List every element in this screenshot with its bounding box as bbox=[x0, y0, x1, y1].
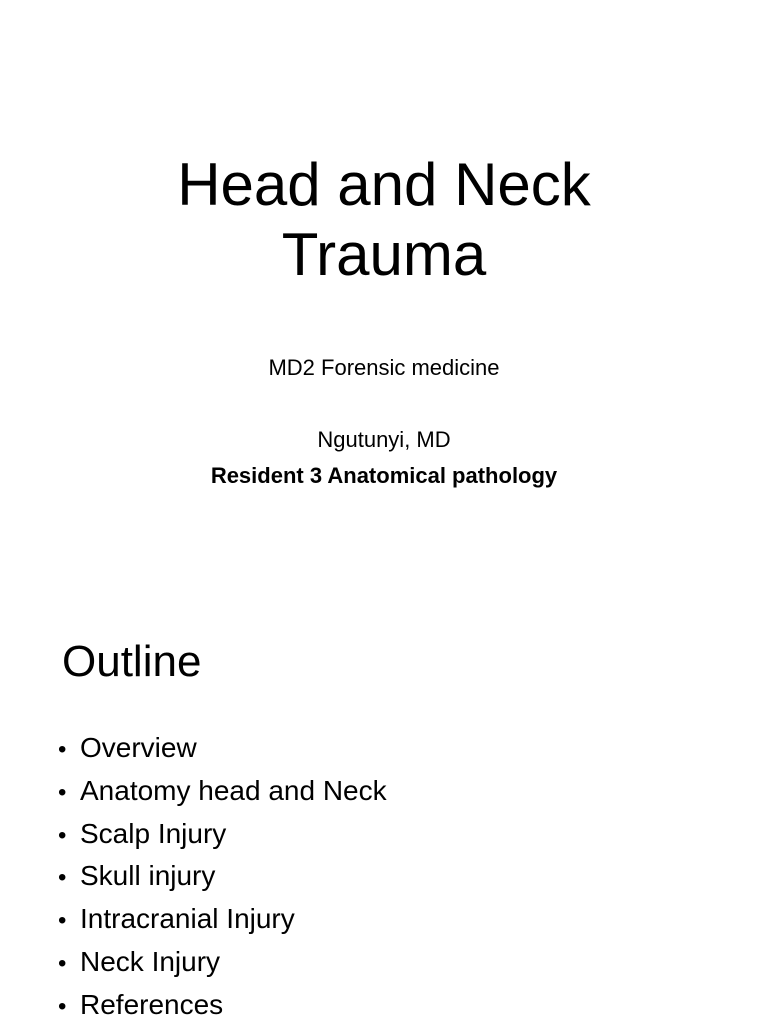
author-role: Resident 3 Anatomical pathology bbox=[210, 463, 558, 488]
outline-item-label: Skull injury bbox=[80, 860, 216, 892]
outline-item-intracranial-injury bbox=[58, 898, 387, 941]
bullet-icon: • bbox=[58, 907, 67, 935]
slide-title-line-1: Head and Neck bbox=[177, 151, 591, 218]
bullet-icon: • bbox=[58, 736, 67, 763]
outline-item-label: References bbox=[80, 988, 224, 1020]
bullet-icon: • bbox=[58, 864, 67, 892]
bullet-icon: • bbox=[58, 992, 67, 1020]
outline-item-references bbox=[58, 984, 387, 1027]
slide-title-line-2: Trauma bbox=[281, 221, 487, 288]
outline-heading: Outline bbox=[62, 637, 202, 686]
bullet-icon: • bbox=[58, 778, 67, 806]
outline-slide bbox=[0, 560, 768, 1024]
author-name: Ngutunyi, MD bbox=[317, 427, 451, 452]
bullet-icon: • bbox=[58, 821, 67, 849]
outline-item-label: Neck Injury bbox=[80, 945, 221, 977]
outline-item-label: Anatomy head and Neck bbox=[80, 774, 387, 806]
bullet-icon: • bbox=[58, 949, 67, 977]
outline-item-overview bbox=[58, 727, 387, 770]
outline-list bbox=[58, 727, 387, 1027]
outline-item-skull-injury bbox=[58, 855, 387, 898]
outline-item-label: Scalp Injury bbox=[80, 817, 227, 849]
outline-item-label: Overview bbox=[80, 732, 197, 763]
outline-item-label: Intracranial Injury bbox=[80, 903, 295, 935]
course-name: MD2 Forensic medicine bbox=[268, 355, 500, 380]
slide-title bbox=[0, 150, 768, 290]
outline-item-anatomy bbox=[58, 770, 387, 813]
outline-item-neck-injury bbox=[58, 941, 387, 984]
outline-item-scalp-injury bbox=[58, 813, 387, 856]
